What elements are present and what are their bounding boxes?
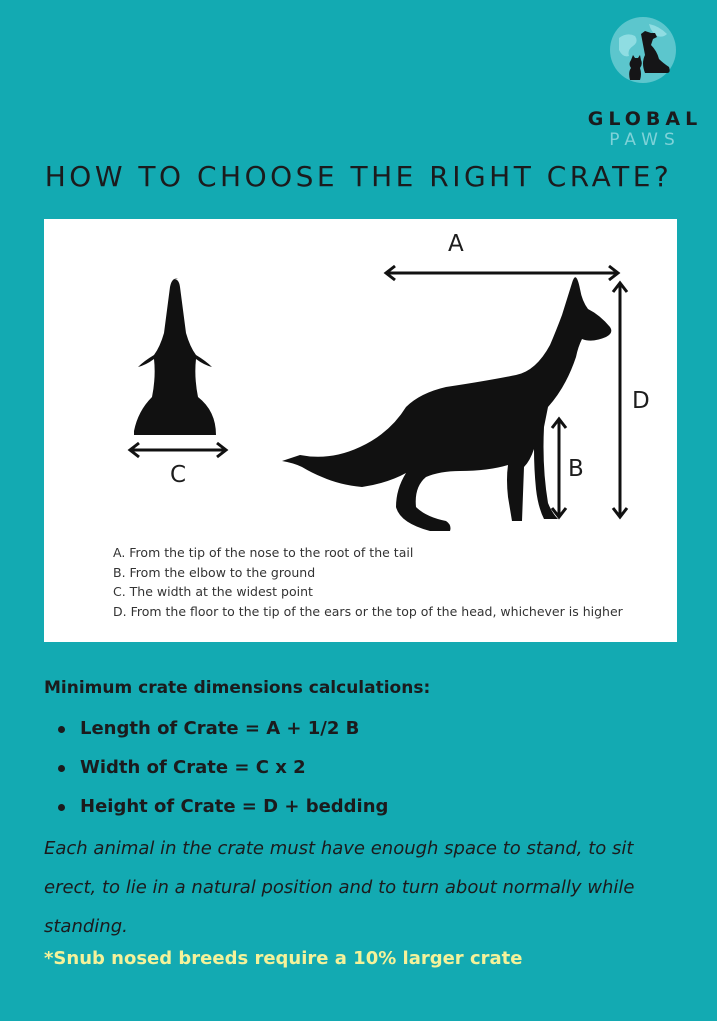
- logo-word-paws: PAWS: [609, 130, 681, 150]
- bullet-icon: [58, 765, 65, 772]
- label-d: D: [632, 388, 650, 414]
- bullet-icon: [58, 726, 65, 733]
- list-item: [56, 754, 388, 793]
- legend-item: B. From the elbow to the ground: [113, 564, 316, 580]
- calc-height: Height of Crate = D + bedding: [80, 796, 389, 817]
- page-title: HOW TO CHOOSE THE RIGHT CRATE?: [44, 160, 673, 193]
- arrow-a: [386, 266, 618, 280]
- global-paws-logo: [585, 14, 705, 150]
- calc-length: Length of Crate = A + 1/2 B: [80, 718, 360, 739]
- snub-nosed-note: *Snub nosed breeds require a 10% larger crate: [44, 948, 523, 969]
- bullet-icon: [58, 804, 65, 811]
- arrow-b: [552, 419, 566, 517]
- label-c: C: [170, 462, 187, 488]
- space-requirement-note: Each animal in the crate must have enough space to stand, to sit erect, to lie in a natural position and to turn about normally while standing.: [44, 838, 635, 937]
- arrow-d: [613, 283, 627, 517]
- crate-measurement-diagram: [44, 219, 677, 642]
- logo-word-global: GLOBAL: [587, 108, 703, 130]
- label-a: A: [448, 231, 464, 257]
- calc-width: Width of Crate = C x 2: [80, 757, 306, 778]
- measurement-legend: [113, 543, 623, 621]
- calculations-heading: Minimum crate dimensions calculations:: [44, 678, 431, 698]
- label-b: B: [568, 456, 584, 482]
- list-item: [56, 793, 388, 832]
- list-item: [56, 715, 388, 754]
- calculations-list: [56, 715, 388, 832]
- globe-dog-cat-icon: [609, 16, 681, 92]
- dog-side-silhouette: [282, 277, 611, 531]
- legend-item: A. From the tip of the nose to the root of the tail: [113, 545, 414, 560]
- legend-item: C. The width at the widest point: [113, 584, 313, 599]
- arrow-c: [130, 443, 226, 457]
- dog-front-silhouette: [134, 279, 216, 435]
- legend-item: D. From the floor to the tip of the ears or the top of the head, whichever is higher: [113, 603, 623, 619]
